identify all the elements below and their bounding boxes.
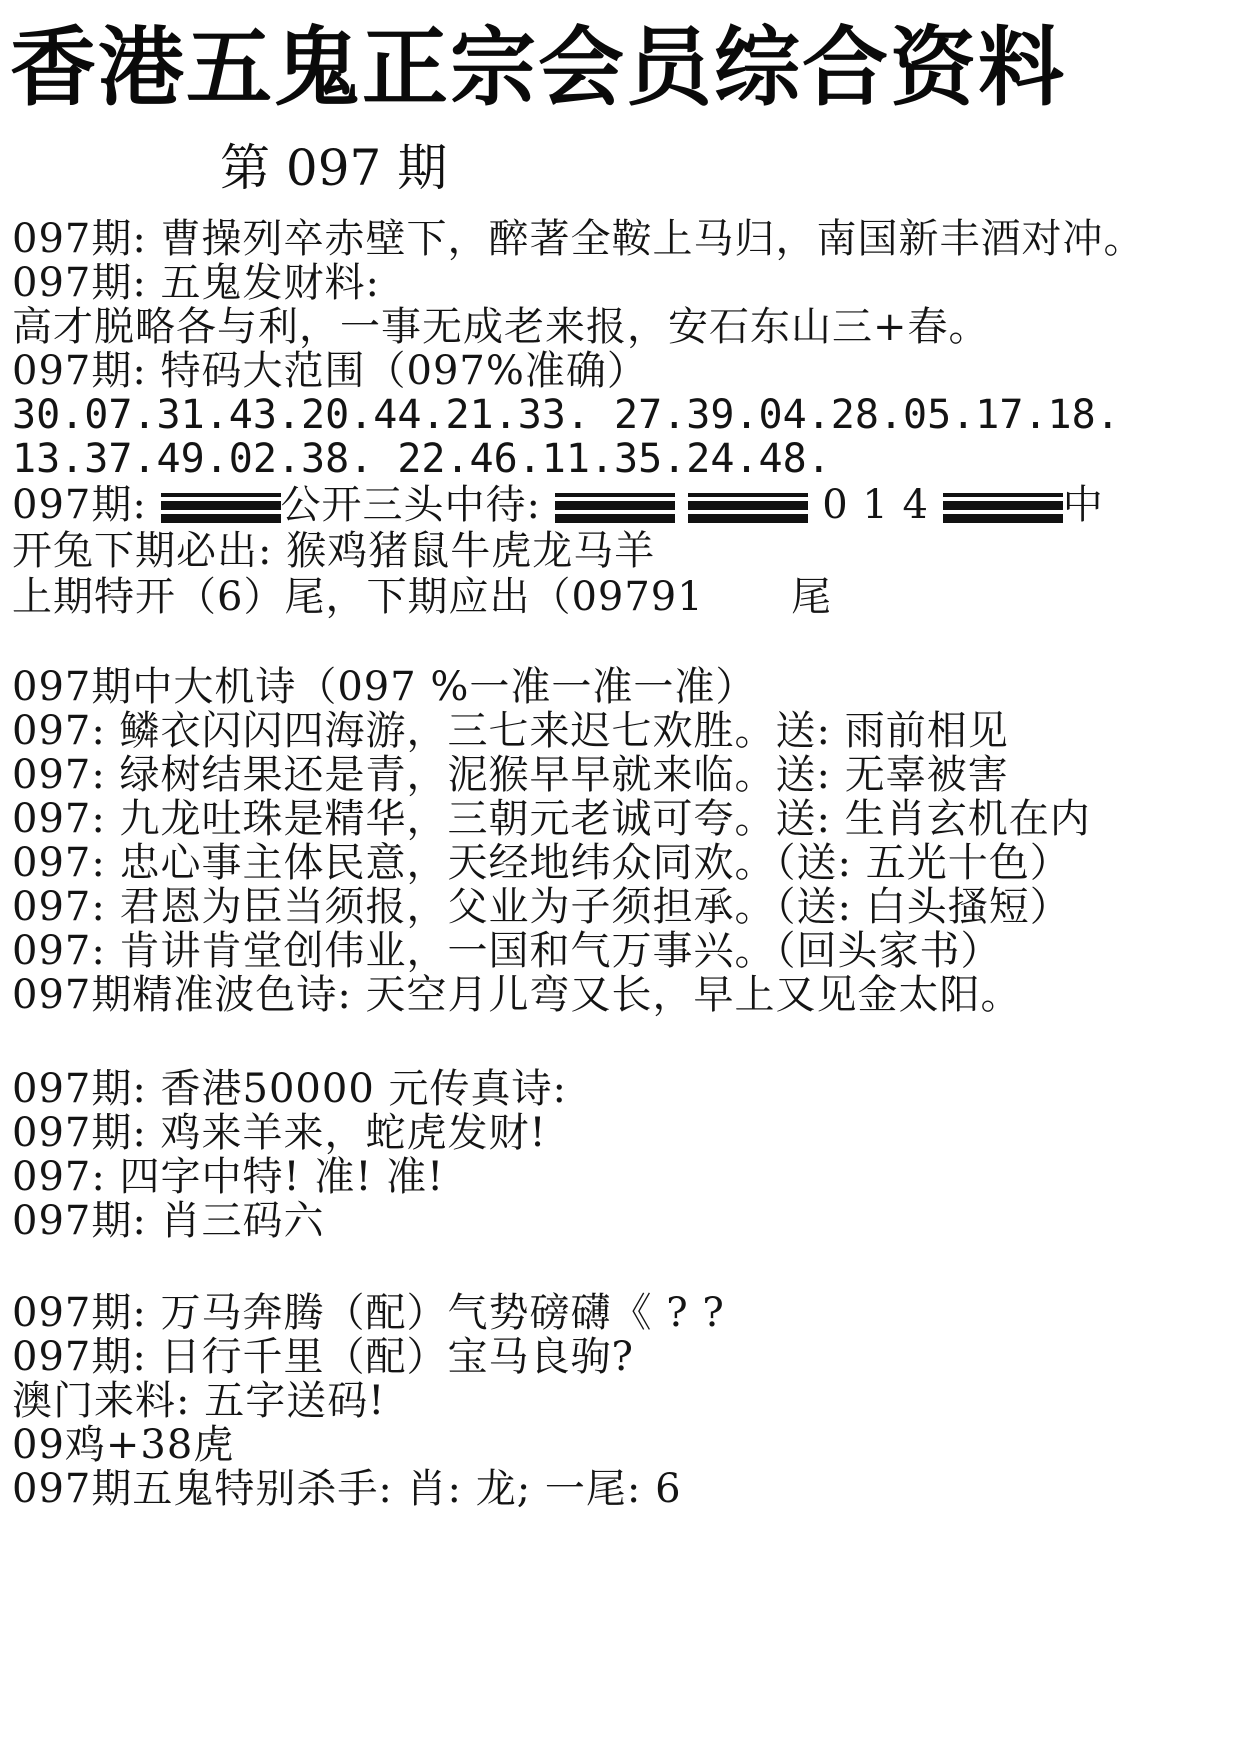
redaction-bar [688,493,808,523]
four-char-line: 097: 四字中特! 准! 准! [12,1154,445,1200]
poem-row: 097: 九龙吐珠是精华，三朝元老诚可夸。送: 生肖玄机在内 [12,796,1091,842]
fax-poem-line: 097期: 鸡来羊来，蛇虎发财! [12,1110,547,1156]
range-heading: 097期: 特码大范围（097%准确） [12,348,648,394]
three-head-label: 公开三头中待: [280,482,542,528]
poem-row: 097: 绿树结果还是青，泥猴早早就来临。送: 无辜被害 [12,752,1009,798]
range-numbers-1: 30.07.31.43.20.44.21.33. 27.39.04.28.05.17.18. [12,392,1120,438]
fax-poem-heading: 097期: 香港50000 元传真诗: [12,1066,567,1112]
redaction-bar [555,493,675,523]
tail-text: 上期特开（6）尾，下期应出（09791 [12,574,704,620]
poem-row: 097: 鳞衣闪闪四海游，三七来迟七欢胜。送: 雨前相见 [12,708,1009,754]
codes-line: 09鸡+38虎 [12,1422,235,1468]
pairing-line-1: 097期: 万马奔腾（配）气势磅礴《 ? ? [12,1290,725,1336]
wave-color-poem: 097期精准波色诗: 天空月儿弯又长，早上又见金太阳。 [12,972,1022,1018]
wugui-text: 高才脱略各与利，一事无成老来报，安石东山三+春。 [12,304,990,350]
tail-suffix: 尾 [791,574,833,620]
page-title: 香港五鬼正宗会员综合资料 [10,18,1066,118]
three-head-suffix: 中 [1062,482,1104,528]
killer-line: 097期五鬼特别杀手: 肖: 龙; 一尾: 6 [12,1466,682,1512]
redaction-bar [943,493,1063,523]
issue-number: 第 097 期 [220,139,448,197]
redaction-bar [161,493,281,523]
three-code-line: 097期: 肖三码六 [12,1198,325,1244]
zodiac-line: 开兔下期必出: 猴鸡猪鼠牛虎龙马羊 [12,528,656,574]
poem-line-1: 097期: 曹操列卒赤壁下，醉著全鞍上马归，南国新丰酒对冲。 [12,216,1145,262]
three-head-line [12,480,1104,530]
poem-row: 097: 肯讲肯堂创伟业，一国和气万事兴。（回头家书） [12,928,1002,974]
pairing-line-2: 097期: 日行千里（配）宝马良驹? [12,1334,634,1380]
poem-heading: 097期中大机诗（097 %一准一准一准） [12,664,757,710]
wugui-heading: 097期: 五鬼发财料: [12,260,381,306]
poem-row: 097: 忠心事主体民意，天经地纬众同欢。（送: 五光十色） [12,840,1071,886]
three-head-digits: 0 1 4 [822,482,929,528]
tail-line [12,572,832,622]
range-numbers-2: 13.37.49.02.38. 22.46.11.35.24.48. [12,436,831,482]
macau-line: 澳门来料: 五字送码! [12,1378,386,1424]
poem-row: 097: 君恩为臣当须报，父业为子须担承。（送: 白头搔短） [12,884,1071,930]
three-head-prefix: 097期: [12,482,147,528]
